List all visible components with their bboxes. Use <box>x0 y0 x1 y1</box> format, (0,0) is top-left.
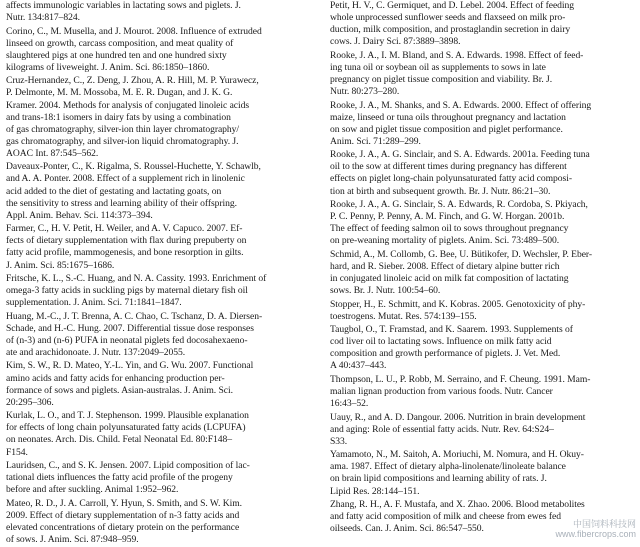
reference-line: Daveaux-Ponter, C., K. Rigalma, S. Roussel-Huchette, Y. Schawlb, <box>6 161 261 173</box>
reference-entry <box>330 412 630 448</box>
reference-line: composition and growth performance of piglets. J. Vet. Med. <box>330 348 561 360</box>
reference-line: Nutr. 80:273–280. <box>330 86 400 98</box>
reference-line: supplementation. J. Anim. Sci. 71:1841–1847. <box>6 297 182 309</box>
reference-line: Appl. Anim. Behav. Sci. 114:373–394. <box>6 209 153 221</box>
reference-line: 16:43–52. <box>330 398 369 410</box>
reference-line: and aging: Role of essential fatty acids. Nutr. Rev. 64:S24– <box>330 423 554 435</box>
reference-entry <box>6 410 312 458</box>
reference-line: and fatty acid composition of milk and cheese from ewes fed <box>330 511 561 523</box>
reference-line: oil to the sow at different times during pregnancy has different <box>330 161 567 173</box>
reference-entry <box>330 449 630 497</box>
reference-entry <box>6 75 312 160</box>
watermark-text-chinese: 中国饲料科技网 <box>572 519 636 529</box>
reference-line: Fritsche, K. L., S.-C. Huang, and N. A. Cassity. 1993. Enrichment of <box>6 273 267 285</box>
reference-line: on pre-weaning mortality of piglets. Anim. Sci. 73:489–500. <box>330 235 560 247</box>
reference-entry <box>6 0 312 24</box>
reference-line: fects of dietary supplementation with flax during prepuberty on <box>6 235 247 247</box>
reference-line: malian lignan production from various foods. Nutr. Cancer <box>330 386 553 398</box>
reference-line: Kramer. 2004. Methods for analysis of conjugated linoleic acids <box>6 99 250 111</box>
reference-line: hard, and R. Sieber. 2008. Effect of dietary alpine butter rich <box>330 260 560 272</box>
reference-line: and A. A. Ponter. 2008. Effect of a supplement rich in linolenic <box>6 173 245 185</box>
reference-line: pregnancy on piglet tissue composition and viability. Br. J. <box>330 73 553 85</box>
reference-entry <box>330 100 630 148</box>
reference-line: Thompson, L. U., P. Robb, M. Serraino, and F. Cheung. 1991. Mam- <box>330 373 591 385</box>
reference-line: tational diets influences the fatty acid profile of the progeny <box>6 472 233 484</box>
reference-line: gas chromatography, and silver-ion liquid chromatography. J. <box>6 135 239 147</box>
reference-line: Taugbol, O., T. Framstad, and K. Saarem. 1993. Supplements of <box>330 324 573 336</box>
reference-line: Nutr. 134:817–824. <box>6 12 80 24</box>
reference-line: Zhang, R. H., A. F. Mustafa, and X. Zhao. 2006. Blood metabolites <box>330 499 585 511</box>
reference-line: Stopper, H., E. Schmitt, and K. Kobras. 2005. Genotoxicity of phy- <box>330 298 586 310</box>
reference-line: Rooke, J. A., A. G. Sinclair, and S. A. Edwards. 2001a. Feeding tuna <box>330 149 590 161</box>
reference-line: formance of sows and piglets. Asian-australas. J. Anim. Sci. <box>6 384 233 396</box>
reference-line: Huang, M.-C., J. T. Brenna, A. C. Chao, C. Tschanz, D. A. Diersen- <box>6 310 263 322</box>
reference-line: kilograms of liveweight. J. Anim. Sci. 86:1850–1860. <box>6 61 210 73</box>
reference-line: of sows. J. Anim. Sci. 87:948–959. <box>6 533 139 545</box>
reference-line: elevated concentrations of dietary protein on the performance <box>6 521 240 533</box>
reference-line: Anim. Sci. 71:289–299. <box>330 135 421 147</box>
reference-line: Yamamoto, N., M. Saitoh, A. Moriuchi, M. Nomura, and H. Okuy- <box>330 449 584 461</box>
reference-line: S33. <box>330 435 348 447</box>
reference-entry <box>6 26 312 74</box>
reference-line: duction, milk composition, and prostaglandin secretion in dairy <box>330 24 571 36</box>
reference-line: and trans-18:1 isomers in dairy fats by using a combination <box>6 111 231 123</box>
reference-line: oilseeds. Can. J. Anim. Sci. 86:547–550. <box>330 523 484 535</box>
reference-entry <box>330 299 630 323</box>
reference-line: affects immunologic variables in lactating sows and piglets. J. <box>6 0 241 11</box>
reference-line: ama. 1987. Effect of dietary alpha-linolenate/linoleate balance <box>330 461 566 473</box>
reference-line: Cruz-Hernandez, C., Z. Deng, J. Zhou, A. R. Hill, M. P. Yurawecz, <box>6 75 259 87</box>
reference-entry <box>6 498 312 546</box>
reference-line: ate and arachidonoate. J. Nutr. 137:2049–2055. <box>6 346 186 358</box>
reference-entry <box>6 161 312 221</box>
reference-line: in conjugated linoleic acid on milk fat composition of lactating <box>330 273 569 285</box>
reference-line: omega-3 fatty acids in suckling pigs by maternal dietary fish oil <box>6 285 248 297</box>
reference-line: F154. <box>6 446 28 458</box>
reference-entry <box>6 360 312 408</box>
reference-line: linseed on growth, carcass composition, and meat quality of <box>6 37 234 49</box>
reference-line: on neonates. Arch. Dis. Child. Fetal Neonatal Ed. 80:F148– <box>6 434 232 446</box>
reference-line: The effect of feeding salmon oil to sows throughout pregnancy <box>330 223 569 235</box>
reference-line: toestrogens. Mutat. Res. 574:139–155. <box>330 310 477 322</box>
reference-line: maize, linseed or tuna oils throughout pregnancy and lactation <box>330 111 566 123</box>
reference-entry <box>330 199 630 247</box>
reference-line: A 40:437–443. <box>330 360 387 372</box>
reference-entry <box>330 149 630 197</box>
reference-entry <box>6 460 312 496</box>
reference-line: cows. J. Dairy Sci. 87:3889–3898. <box>330 36 461 48</box>
reference-line: on brain lipid compositions and learning ability of rats. J. <box>330 473 547 485</box>
reference-entry <box>330 50 630 98</box>
reference-line: for effects of long chain polyunsaturated fatty acids (LCPUFA) <box>6 422 246 434</box>
reference-line: Petit, H. V., C. Germiquet, and D. Lebel. 2004. Effect of feeding <box>330 0 575 11</box>
reference-line: before and after suckling. Animal 1:952–962. <box>6 484 179 496</box>
reference-column-right <box>330 0 630 537</box>
reference-line: 2009. Effect of dietary supplementation of n-3 fatty acids and <box>6 509 240 521</box>
reference-line: of gas chromatography, silver-ion thin layer chromatography/ <box>6 123 240 135</box>
reference-line: sows. Br. J. Nutr. 100:54–60. <box>330 285 441 297</box>
reference-entry <box>6 311 312 359</box>
watermark <box>555 519 636 539</box>
reference-entry <box>6 223 312 271</box>
reference-line: amino acids and fatty acids for enhancing production per- <box>6 372 225 384</box>
reference-line: on sow and piglet tissue composition and piglet performance. <box>330 123 563 135</box>
reference-line: AOAC Int. 87:545–562. <box>6 147 99 159</box>
reference-entry <box>330 0 630 48</box>
reference-entry <box>330 249 630 297</box>
reference-line: slaughtered pigs at one hundred ten and one hundred sixty <box>6 49 227 61</box>
reference-line: fatty acid profile, mammogenesis, and bone resorption in gilts. <box>6 247 244 259</box>
reference-line: ing tuna oil or soybean oil as supplements to sows in late <box>330 61 546 73</box>
reference-line: Rooke, J. A., A. G. Sinclair, S. A. Edwards, R. Cordoba, S. Pkiyach, <box>330 199 588 211</box>
reference-line: Uauy, R., and A. D. Dangour. 2006. Nutrition in brain development <box>330 411 586 423</box>
reference-line: Mateo, R. D., J. A. Carroll, Y. Hyun, S. Smith, and S. W. Kim. <box>6 497 242 509</box>
reference-line: Rooke, J. A., I. M. Bland, and S. A. Edwards. 1998. Effect of feed- <box>330 49 584 61</box>
reference-line: Lauridsen, C., and S. K. Jensen. 2007. Lipid composition of lac- <box>6 459 250 471</box>
reference-entry <box>6 273 312 309</box>
reference-line: 20:295–306. <box>6 396 54 408</box>
reference-entry <box>330 374 630 410</box>
reference-line: whole unprocessed sunflower seeds and flaxseed on milk pro- <box>330 12 566 24</box>
reference-column-left <box>6 0 312 547</box>
reference-line: Schade, and H.-C. Hung. 2007. Differential tissue dose responses <box>6 322 254 334</box>
reference-line: Schmid, A., M. Collomb, G. Bee, U. Bütikofer, D. Wechsler, P. Eber- <box>330 248 593 260</box>
reference-line: tion at birth and subsequent growth. Br. J. Nutr. 86:21–30. <box>330 185 551 197</box>
reference-line: Corino, C., M. Musella, and J. Mourot. 2008. Influence of extruded <box>6 25 262 37</box>
watermark-url: www.fibercrops.com <box>555 529 636 539</box>
reference-line: J. Anim. Sci. 85:1675–1686. <box>6 259 115 271</box>
reference-line: Kim, S. W., R. D. Mateo, Y.-L. Yin, and G. Wu. 2007. Functional <box>6 360 254 372</box>
reference-line: acid added to the diet of gestating and lactating goats, on <box>6 185 222 197</box>
reference-line: P. Delmonte, M. M. Mossoba, M. E. R. Dugan, and J. K. G. <box>6 87 233 99</box>
reference-line: of (n-3) and (n-6) PUFA in neonatal piglets fed docosahexaeno- <box>6 334 248 346</box>
reference-entry <box>330 324 630 372</box>
reference-line: Lipid Res. 28:144–151. <box>330 485 420 497</box>
reference-line: cod liver oil to lactating sows. Influence on milk fatty acid <box>330 336 552 348</box>
reference-line: effects on piglet long-chain polyunsaturated fatty acid composi- <box>330 173 572 185</box>
reference-line: Rooke, J. A., M. Shanks, and S. A. Edwards. 2000. Effect of offering <box>330 99 592 111</box>
reference-line: Kurlak, L. O., and T. J. Stephenson. 1999. Plausible explanation <box>6 410 249 422</box>
reference-line: the sensitivity to stress and learning ability of their offspring. <box>6 197 237 209</box>
reference-line: P. C. Penny, P. Penny, A. M. Finch, and G. W. Horgan. 2001b. <box>330 211 565 223</box>
reference-line: Farmer, C., H. V. Petit, H. Weiler, and A. V. Capuco. 2007. Ef- <box>6 223 243 235</box>
